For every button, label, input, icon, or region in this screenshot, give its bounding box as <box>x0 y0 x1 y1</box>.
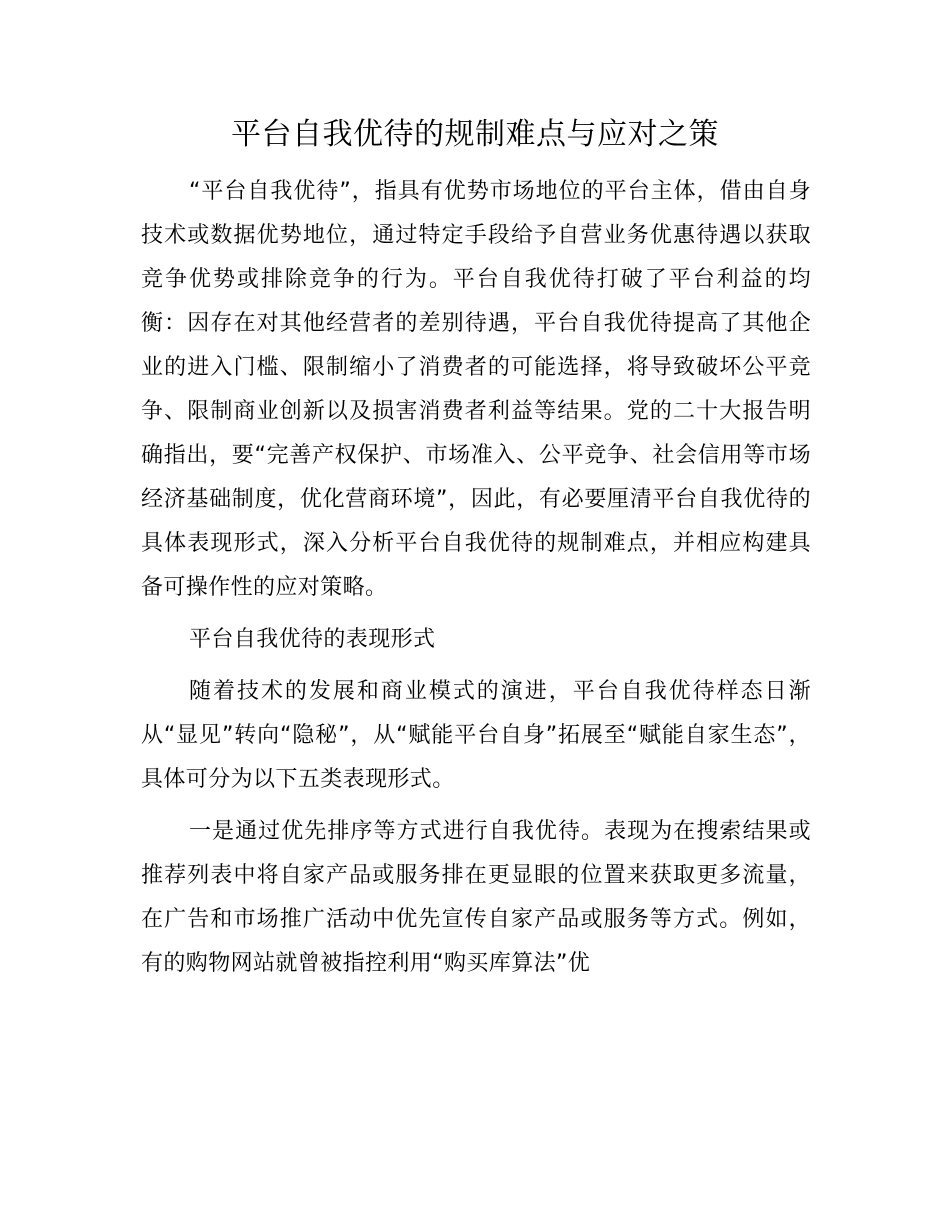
document-title: 平台自我优待的规制难点与应对之策 <box>231 117 719 152</box>
paragraph-first-type: 一是通过优先排序等方式进行自我优待。表现为在搜索结果或推荐列表中将自家产品或服务排在更显眼的位置来获取更多流量，在广告和市场推广活动中优先宣传自家产品或服务等方式。例如，有的购物网站就曾被指控利用“购买库算法”优 <box>141 819 811 976</box>
paragraph-intro: “平台自我优待”，指具有优势市场地位的平台主体，借由自身技术或数据优势地位，通过特定手段给予自营业务优惠待遇以获取竞争优势或排除竞争的行为。平台自我优待打破了平台利益的均衡：因存在对其他经营者的差别待遇，平台自我优待提高了其他企业的进入门槛、限制缩小了消费者的可能选择，将导致破坏公平竞争、限制商业创新以及损害消费者利益等结果。党的二十大报告明确指出，要“完善产权保护、市场准入、公平竞争、社会信用等市场经济基础制度，优化营商环境”，因此，有必要厘清平台自我优待的具体表现形式，深入分析平台自我优待的规制难点，并相应构建具备可操作性的应对策略。 <box>141 179 811 600</box>
document-body <box>141 170 811 994</box>
section-heading: 平台自我优待的表现形式 <box>189 627 436 652</box>
paragraph-evolution: 随着技术的发展和商业模式的演进，平台自我优待样态日渐从“显见”转向“隐秘”，从“赋能平台自身”拓展至“赋能自家生态”，具体可分为以下五类表现形式。 <box>141 679 811 792</box>
